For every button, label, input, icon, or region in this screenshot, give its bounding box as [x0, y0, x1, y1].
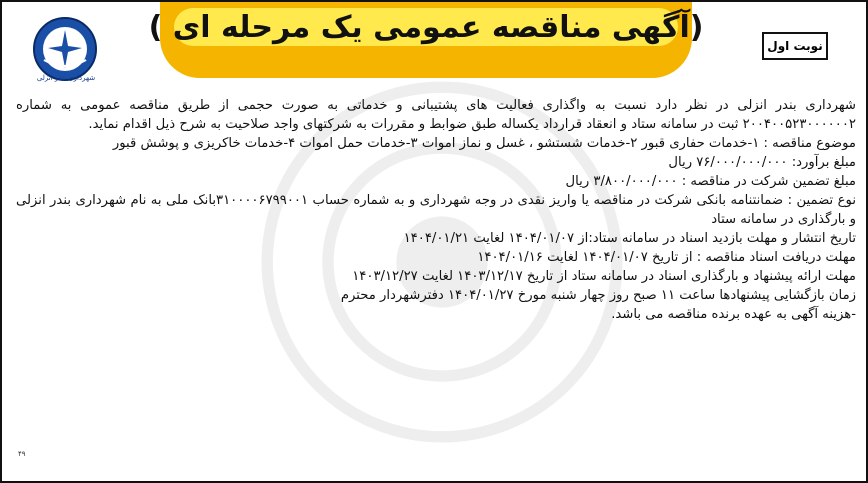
opening-time-line: زمان بازگشایی پیشنهادها ساعت ۱۱ صبح روز چهار شنبه مورخ ۱۴۰۴/۰۱/۲۷ دفترشهردار محترم: [340, 288, 856, 303]
notice-body: [16, 96, 856, 324]
title-banner: [148, 2, 704, 78]
notice-title: (آگهی مناقصه عمومی یک مرحله ای ): [148, 9, 704, 45]
submit-deadline-line: مهلت ارائه پیشنهاد و بارگذاری اسناد در سامانه ستاد از تاریخ ۱۴۰۳/۱۲/۱۷ لغایت ۱۴۰۳/۱۲/۲۷: [352, 269, 856, 284]
subject-paragraph: موضوع مناقصه : ۱-خدمات حفاری قبور ۲-خدمات شستشو ، غسل و نماز اموات ۳-خدمات حمل اموات ۴-خدمات خاکریزی و پوشش قبور: [112, 136, 856, 151]
publish-date-line: تاریخ انتشار و مهلت بازدید اسناد در سامانه ستاد:از ۱۴۰۴/۰۱/۰۷ لغایت ۱۴۰۴/۰۱/۲۱: [403, 231, 856, 246]
cost-note-line: -هزینه آگهی به عهده برنده مناقصه می باشد.: [611, 307, 856, 322]
round-badge: نوبت اول: [762, 32, 828, 60]
logo-caption: شهرداری بندر انزلی: [36, 74, 96, 82]
receive-deadline-line: مهلت دریافت اسناد مناقصه : از تاریخ ۱۴۰۴/۰۱/۰۷ لغایت ۱۴۰۴/۰۱/۱۶: [477, 250, 856, 265]
estimate-line: مبلغ برآورد: ۷۶/۰۰۰/۰۰۰/۰۰۰ ریال: [668, 155, 856, 170]
guarantee-amount-line: مبلغ تضمین شرکت در مناقصه : ۳/۸۰۰/۰۰۰/۰۰۰ ریال: [565, 174, 856, 189]
intro-paragraph: شهرداری بندر انزلی در نظر دارد نسبت به واگذاری فعالیت های پشتیبانی و خدماتی به صورت حجمی از طریق مناقصه عمومی به شماره ۲۰۰۴۰۰۵۲۳۰۰۰۰۰۰۲ ثبت در سامانه ستاد و انعقاد قرارداد یکساله طبق ضوابط و مقررات به شرکتهای واجد صلاحیت به شرح ذیل اقدام نماید.: [16, 98, 856, 132]
guarantee-type-paragraph: نوع تضمین : ضمانتنامه بانکی شرکت در مناقصه یا واریز نقدی در وجه شهرداری و به شماره حساب ۳۱۰۰۰۰۶۷۹۹۰۰۱بانک ملی به نام شهرداری بندر انزلی و بارگذاری در سامانه ستاد: [16, 193, 856, 227]
title-banner-inner: [148, 8, 704, 46]
municipality-logo-icon: [32, 16, 98, 82]
page-number: ۴۹: [18, 450, 26, 458]
